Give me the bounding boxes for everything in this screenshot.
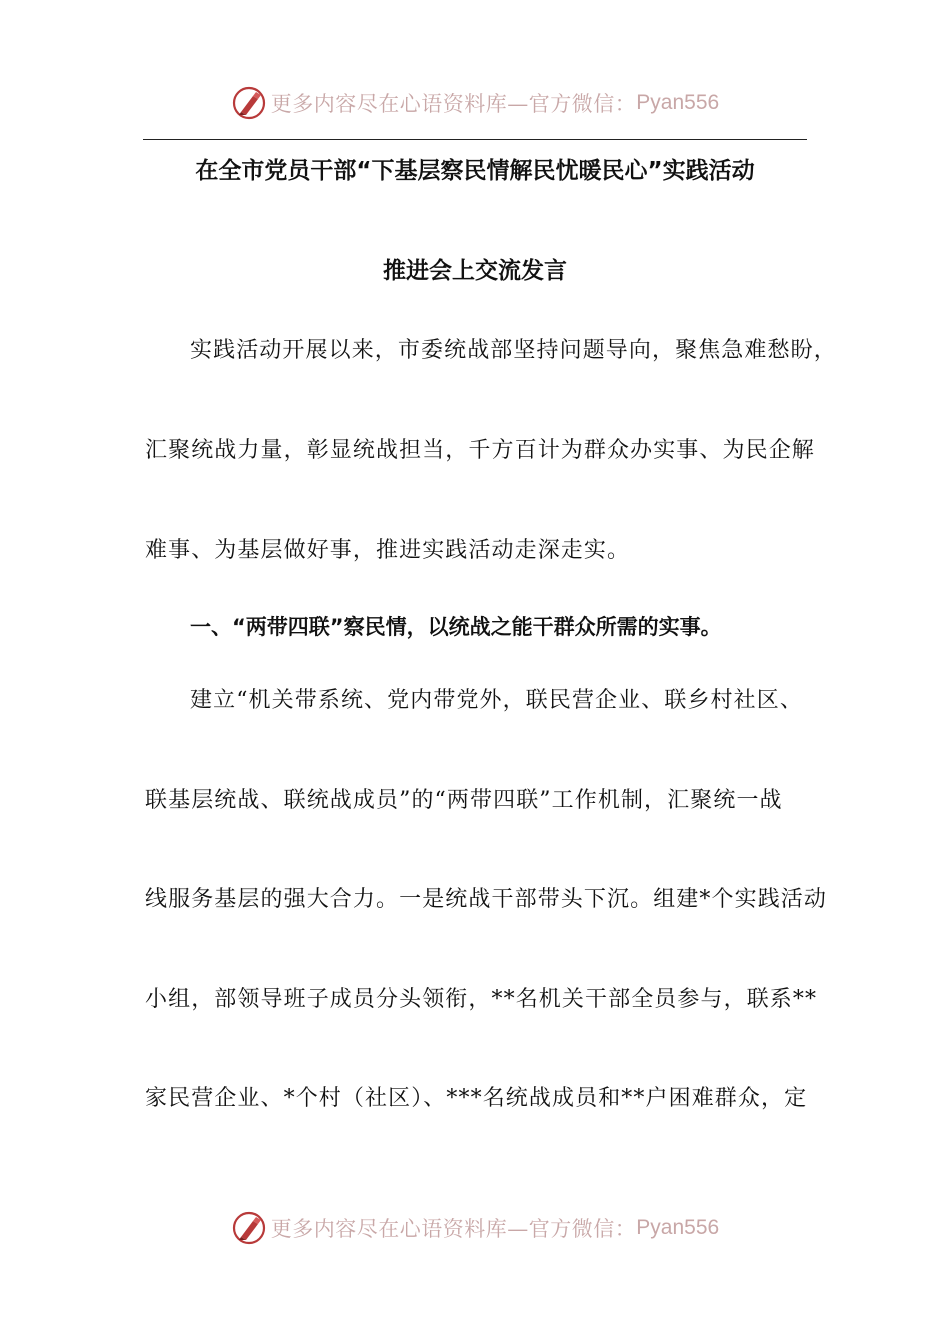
paragraph-1-line-2: 汇聚统战力量，彰显统战担当，千方百计为群众办实事、为民企解 xyxy=(145,438,815,463)
paragraph-1-line-1: 实践活动开展以来，市委统战部坚持问题导向，聚焦急难愁盼， xyxy=(190,338,837,363)
watermark-banner-bottom xyxy=(0,1208,950,1248)
header-rule xyxy=(143,139,807,140)
paragraph-2-line-4: 小组，部领导班子成员分头领衔，**名机关干部全员参与，联系** xyxy=(145,987,818,1012)
watermark-wechat-id: Pyan556 xyxy=(636,91,720,114)
watermark-text: 更多内容尽在心语资料库—官方微信： xyxy=(270,92,637,116)
watermark-wechat-id: Pyan556 xyxy=(636,1216,720,1239)
paragraph-2-line-3: 线服务基层的强大合力。一是统战干部带头下沉。组建*个实践活动 xyxy=(145,887,828,912)
watermark-banner-top xyxy=(0,83,950,123)
paragraph-2-line-5: 家民营企业、*个村（社区）、***名统战成员和**户困难群众，定 xyxy=(145,1086,808,1111)
document-title-line1: 在全市党员干部“下基层察民情解民忧暖民心”实践活动 xyxy=(195,158,755,184)
paragraph-2-line-2: 联基层统战、联统战成员”的“两带四联”工作机制，汇聚统一战 xyxy=(145,788,783,813)
pen-logo-icon xyxy=(231,1210,267,1246)
paragraph-1-line-3: 难事、为基层做好事，推进实践活动走深走实。 xyxy=(145,538,631,563)
section-1-heading: 一、“两带四联”察民情，以统战之能干群众所需的实事。 xyxy=(190,615,722,639)
document-title-line2: 推进会上交流发言 xyxy=(383,258,567,284)
pen-logo-icon xyxy=(231,85,267,121)
paragraph-2-line-1: 建立“机关带系统、党内带党外，联民营企业、联乡村社区、 xyxy=(190,688,803,713)
watermark-text: 更多内容尽在心语资料库—官方微信： xyxy=(270,1217,637,1241)
